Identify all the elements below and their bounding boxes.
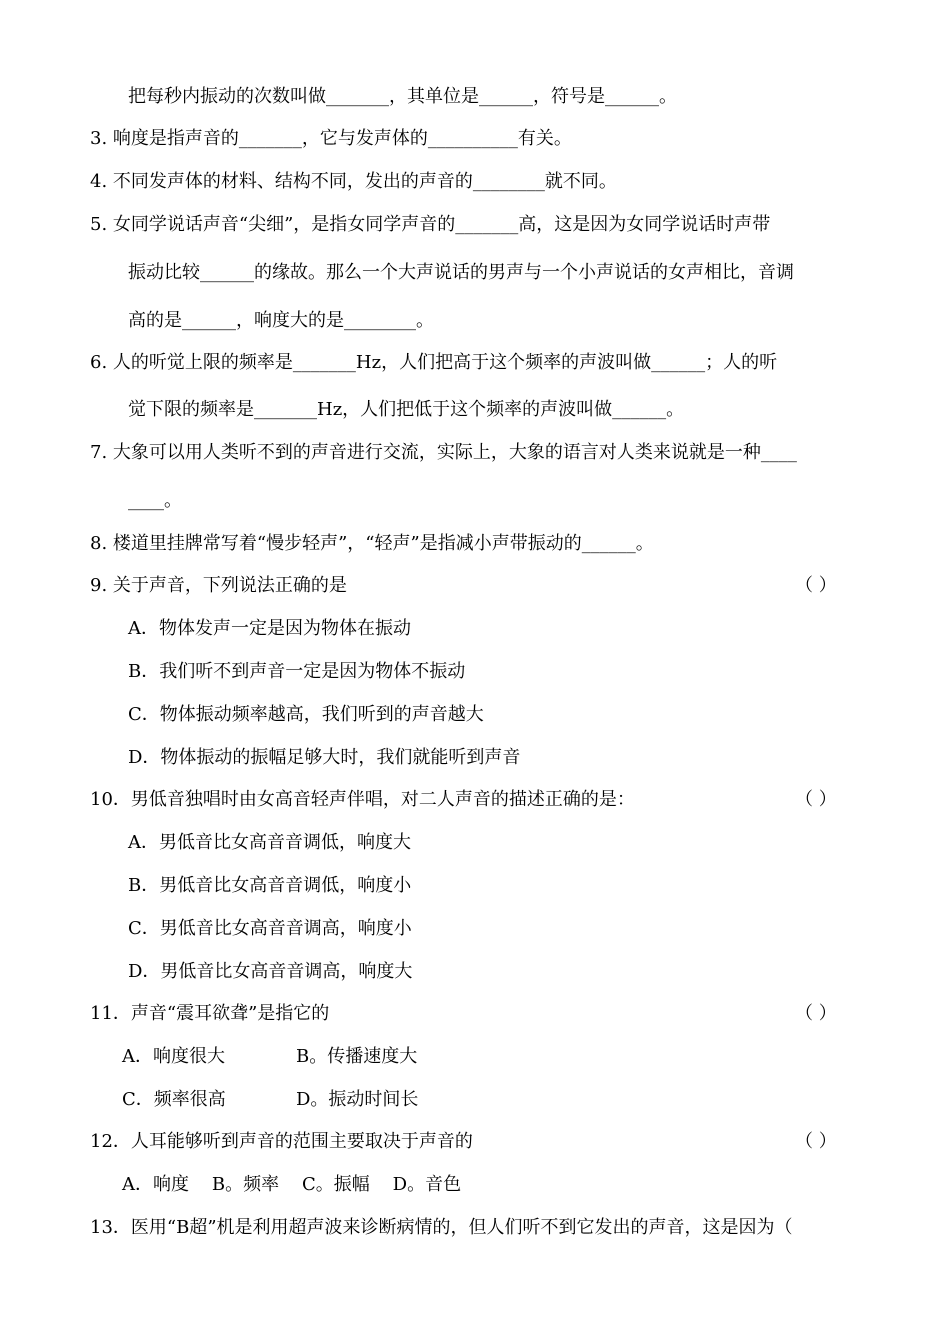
question-6-line-2: 觉下限的频率是_______Hz，人们把低于这个频率的声波叫做______。	[128, 399, 685, 420]
q10-option-c: C．男低音比女高音音调高，响度小	[128, 918, 412, 939]
question-10-stem: 10．男低音独唱时由女高音轻声伴唱，对二人声音的描述正确的是：	[90, 789, 635, 810]
q11-option-c: C．频率很高	[122, 1089, 226, 1110]
question-5-line-2: 振动比较______的缘故。那么一个大声说话的男声与一个小声说话的女声相比，音调	[128, 262, 794, 283]
q2-continuation-line: 把每秒内振动的次数叫做_______，其单位是______，符号是______。	[128, 86, 677, 107]
question-6-line-1: 6. 人的听觉上限的频率是_______Hz，人们把高于这个频率的声波叫做______；人的听	[90, 352, 778, 373]
question-7-line-2: ____。	[128, 490, 182, 511]
q9-option-b: B．我们听不到声音一定是因为物体不振动	[128, 661, 466, 682]
question-8: 8. 楼道里挂牌常写着“慢步轻声”，“轻声”是指减小声带振动的______。	[90, 533, 654, 554]
question-7-line-1: 7. 大象可以用人类听不到的声音进行交流，实际上，大象的语言对人类来说就是一种____	[90, 442, 797, 463]
answer-paren-10: （ ）	[795, 789, 837, 810]
q12-options: A．响度 B。频率 C。振幅 D。音色	[122, 1174, 462, 1195]
question-13-stem: 13．医用“B超”机是利用超声波来诊断病情的，但人们听不到它发出的声音，这是因为（	[90, 1217, 793, 1238]
question-12-stem: 12．人耳能够听到声音的范围主要取决于声音的	[90, 1131, 473, 1152]
question-3: 3. 响度是指声音的_______，它与发声体的__________有关。	[90, 128, 572, 149]
q10-option-d: D．男低音比女高音音调高，响度大	[128, 961, 413, 982]
q9-option-a: A．物体发声一定是因为物体在振动	[128, 618, 411, 639]
q11-option-d: D。振动时间长	[296, 1089, 419, 1110]
answer-paren-11: （ ）	[795, 1003, 837, 1024]
q11-option-b: B。传播速度大	[296, 1046, 418, 1067]
answer-paren-9: （ ）	[795, 575, 837, 596]
answer-paren-12: （ ）	[795, 1131, 837, 1152]
question-9-stem: 9. 关于声音，下列说法正确的是	[90, 575, 347, 596]
question-4: 4. 不同发声体的材料、结构不同，发出的声音的________就不同。	[90, 171, 617, 192]
question-5-line-1: 5. 女同学说话声音“尖细”，是指女同学声音的_______高，这是因为女同学说话时声带	[90, 214, 771, 235]
q9-option-c: C．物体振动频率越高，我们听到的声音越大	[128, 704, 484, 725]
question-5-line-3: 高的是______，响度大的是________。	[128, 310, 434, 331]
question-11-stem: 11．声音“震耳欲聋”是指它的	[90, 1003, 330, 1024]
q11-option-a: A．响度很大	[122, 1046, 225, 1067]
q10-option-a: A．男低音比女高音音调低，响度大	[128, 832, 411, 853]
q9-option-d: D．物体振动的振幅足够大时，我们就能听到声音	[128, 747, 521, 768]
q10-option-b: B．男低音比女高音音调低，响度小	[128, 875, 412, 896]
